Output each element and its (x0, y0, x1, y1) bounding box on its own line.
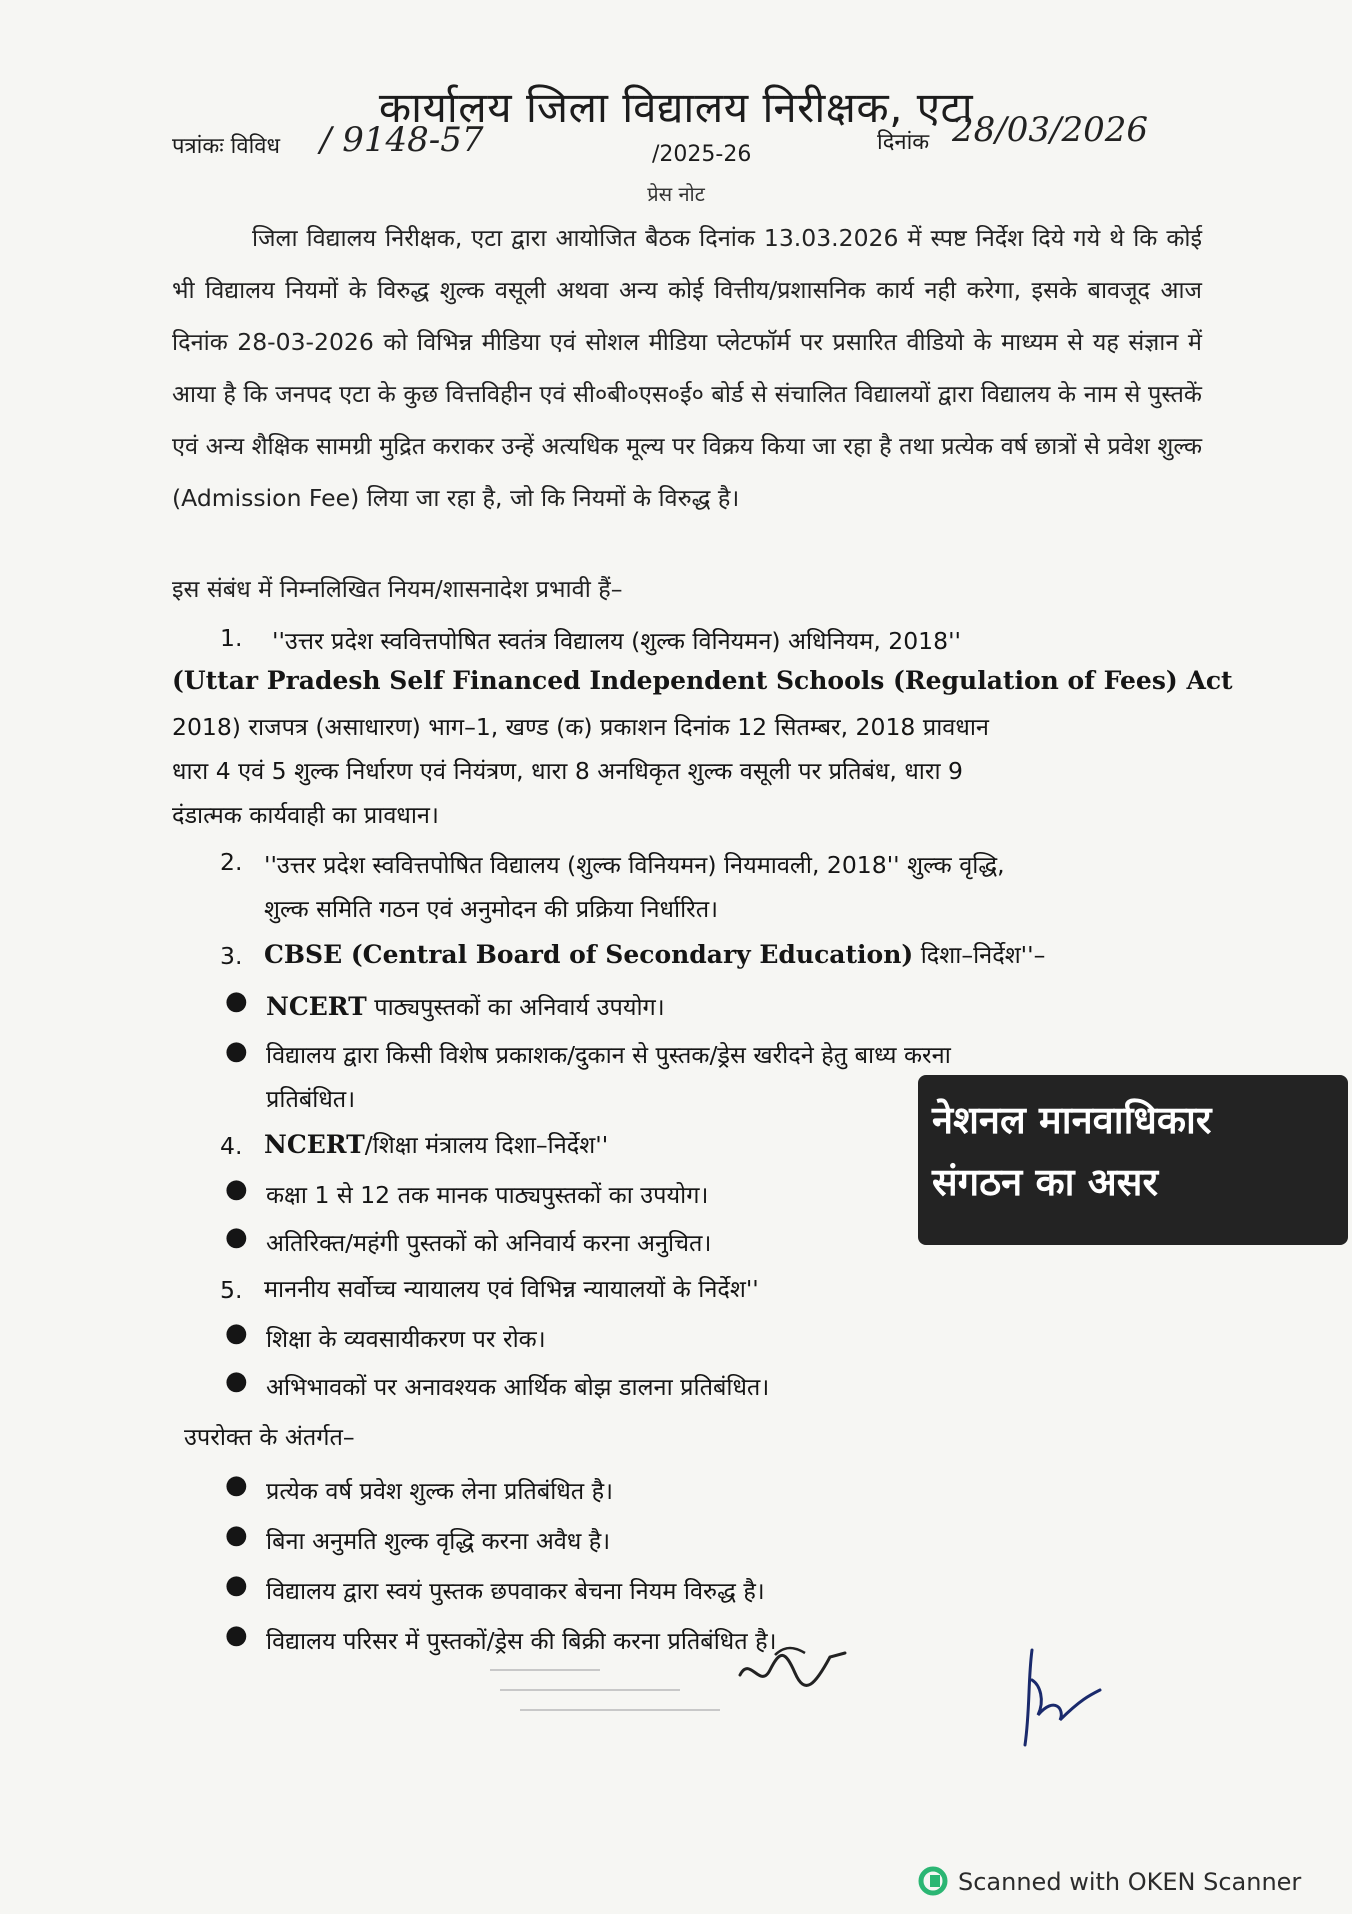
rule-4-number: 4. (220, 1132, 243, 1160)
officer-signature (1010, 1640, 1130, 1750)
bullet-dot: ● (225, 986, 248, 1016)
bullet-dot: ● (225, 1222, 248, 1252)
overlay-line-2: संगठन का असर (932, 1160, 1158, 1204)
body-paragraph: जिला विद्यालय निरीक्षक, एटा द्वारा आयोजित बैठक दिनांक 13.03.2026 में स्पष्ट निर्देश दिये गये थे कि कोई भी विद्यालय नियमों के विरुद्ध शुल्क वसूली अथवा अन्य कोई वित्तीय/प्रशासनिक कार्य नही करेगा, इसके बावजूद आज दिनांक 28-03-2026 को विभिन्न मीडिया एवं सोशल मीडिया प्लेटफॉर्म पर प्रसारित वीडियो के माध्यम से यह संज्ञान में आया है कि जनपद एटा के कुछ वित्तविहीन एवं सी०बी०एस०ई० बोर्ड से संचालित विद्यालयों द्वारा विद्यालय के नाम से पुस्तकें एवं अन्य शैक्षिक सामग्री मुद्रित कराकर उन्हें अत्यधिक मूल्य पर विक्रय किया जा रहा है तथा प्रत्येक वर्ष छात्रों से प्रवेश शुल्क (Admission Fee) लिया जा रहा है, जो कि नियमों के विरुद्ध है। (172, 224, 1202, 512)
rule-4-rest: /शिक्षा मंत्रालय दिशा–निर्देश'' (364, 1131, 609, 1159)
bullet-dot: ● (225, 1470, 248, 1500)
rule-2-line-2: शुल्क समिति गठन एवं अनुमोदन की प्रक्रिया निर्धारित। (264, 895, 719, 923)
faded-stamp (480, 1650, 740, 1730)
office-title: कार्यालय जिला विद्यालय निरीक्षक, एटा (378, 83, 974, 132)
rule-3-rest: दिशा–निर्देश''– (913, 941, 1046, 969)
conclusion-heading: उपरोक्त के अंतर्गत– (184, 1423, 355, 1451)
bullet-dot: ● (225, 1318, 248, 1348)
rule-1-line-4: धारा 4 एवं 5 शुल्क निर्धारण एवं नियंत्रण, धारा 8 अनधिकृत शुल्क वसूली पर प्रतिबंध, धारा 9 (172, 757, 963, 785)
rule-4-ncert: NCERT (264, 1130, 365, 1159)
overlay-banner (918, 1075, 1348, 1245)
oken-scanner-logo-icon (918, 1866, 948, 1896)
conclusion-item-3: विद्यालय द्वारा स्वयं पुस्तक छपवाकर बेचना नियम विरुद्ध है। (266, 1577, 765, 1605)
scanner-watermark: Scanned with OKEN Scanner (958, 1868, 1302, 1896)
rule-3-bullet-1-rest: पाठ्यपुस्तकों का अनिवार्य उपयोग। (366, 993, 665, 1021)
session: /2025-26 (652, 142, 752, 167)
rule-3-bullet-2-line-2: प्रतिबंधित। (266, 1085, 356, 1113)
rule-3-number: 3. (220, 942, 243, 970)
rule-5-bullet-1: शिक्षा के व्यवसायीकरण पर रोक। (266, 1325, 546, 1353)
conclusion-item-2: बिना अनुमति शुल्क वृद्धि करना अवैध है। (266, 1527, 611, 1555)
rule-4-heading (264, 1128, 608, 1160)
rule-3-bullet-2-line-1: विद्यालय द्वारा किसी विशेष प्रकाशक/दुकान से पुस्तक/ड्रेस खरीदने हेतु बाध्य करना (266, 1041, 951, 1069)
rule-5-bullet-2: अभिभावकों पर अनावश्यक आर्थिक बोझ डालना प्रतिबंधित। (266, 1373, 770, 1401)
rule-1-title: ''उत्तर प्रदेश स्ववित्तपोषित स्वतंत्र विद्यालय (शुल्क विनियमन) अधिनियम, 2018'' (272, 627, 961, 655)
rule-4-bullet-1: कक्षा 1 से 12 तक मानक पाठ्यपुस्तकों का उपयोग। (266, 1181, 709, 1209)
rule-5-heading: माननीय सर्वोच्च न्यायालय एवं विभिन्न न्यायालयों के निर्देश'' (264, 1275, 759, 1303)
ref-label: पत्रांकः विविध (172, 134, 281, 159)
rule-2-number: 2. (220, 848, 243, 876)
initials-scribble (735, 1635, 855, 1695)
rule-1-line-3: 2018) राजपत्र (असाधारण) भाग–1, खण्ड (क) प्रकाशन दिनांक 12 सितम्बर, 2018 प्रावधान (172, 713, 989, 741)
rules-intro: इस संबंध में निम्नलिखित नियम/शासनादेश प्रभावी हैं– (172, 575, 623, 603)
ncert-label: NCERT (266, 992, 367, 1021)
conclusion-item-1: प्रत्येक वर्ष प्रवेश शुल्क लेना प्रतिबंधित है। (266, 1477, 614, 1505)
bullet-dot: ● (225, 1174, 248, 1204)
rule-5-number: 5. (220, 1276, 243, 1304)
conclusion-item-4: विद्यालय परिसर में पुस्तकों/ड्रेस की बिक्री करना प्रतिबंधित है। (266, 1627, 777, 1655)
overlay-line-1: नेशनल मानवाधिकार (932, 1098, 1212, 1142)
press-note-label: प्रेस नोट (647, 182, 705, 206)
bullet-dot: ● (225, 1366, 248, 1396)
bullet-dot: ● (225, 1620, 248, 1650)
bullet-dot: ● (225, 1520, 248, 1550)
rule-3-cbse: CBSE (Central Board of Secondary Education) (264, 940, 914, 969)
rule-1-english: (Uttar Pradesh Self Financed Independent Schools (Regulation of Fees) Act (172, 666, 1233, 695)
date-label: दिनांक (877, 130, 930, 155)
rule-1-line-5: दंडात्मक कार्यवाही का प्रावधान। (172, 801, 439, 829)
date-handwritten: 28/03/2026 (952, 110, 1148, 150)
ref-number-handwritten: / 9148-57 (320, 120, 484, 160)
rule-4-bullet-2: अतिरिक्त/महंगी पुस्तकों को अनिवार्य करना अनुचित। (266, 1229, 712, 1257)
rule-3-bullet-1 (266, 990, 665, 1022)
bullet-dot: ● (225, 1036, 248, 1066)
rule-1-number: 1. (220, 624, 243, 652)
rule-2-line-1: ''उत्तर प्रदेश स्ववित्तपोषित विद्यालय (शुल्क विनियमन) नियमावली, 2018'' शुल्क वृद्धि, (264, 851, 1005, 879)
bullet-dot: ● (225, 1570, 248, 1600)
rule-3-heading (264, 938, 1045, 970)
